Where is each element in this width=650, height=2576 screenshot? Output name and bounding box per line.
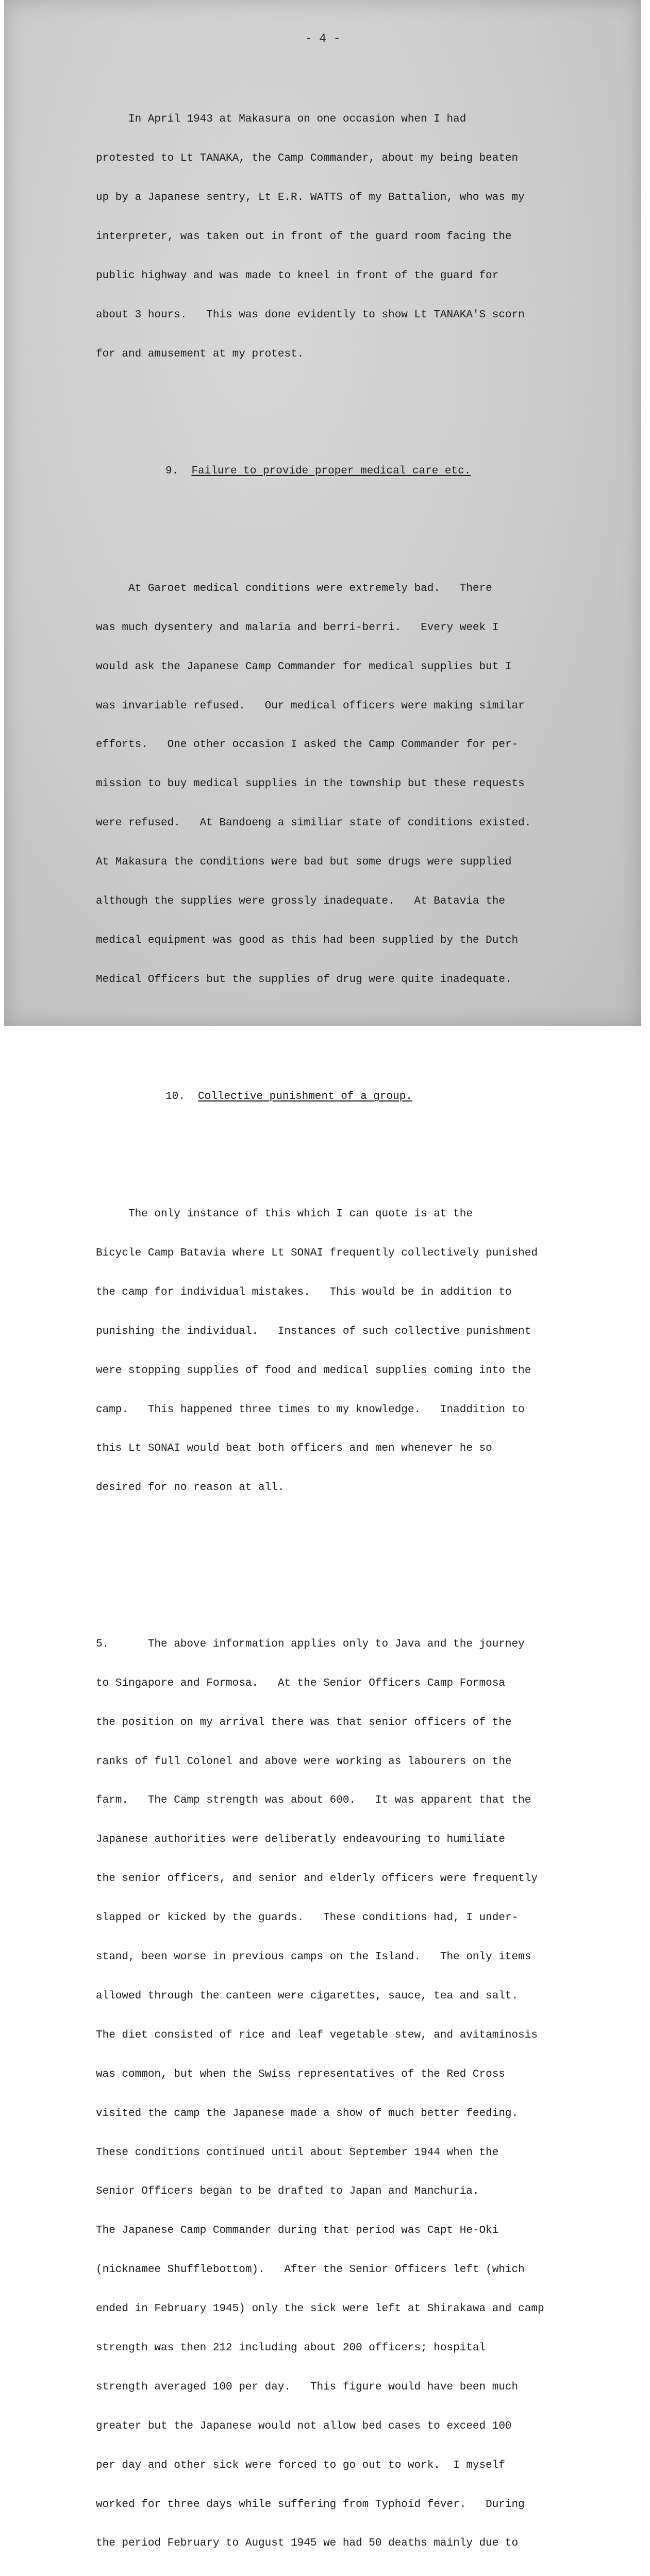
text-line: strength averaged 100 per day. This figure would have been much xyxy=(96,2381,519,2393)
text-line: The Japanese Camp Commander during that period was Capt He-Oki xyxy=(96,2225,499,2237)
text-line: At Garoet medical conditions were extremely bad. There xyxy=(96,582,492,595)
text-line: was invariable refused. Our medical officers were making similar xyxy=(96,700,525,712)
text-line: mission to buy medical supplies in the township but these requests xyxy=(96,778,525,790)
text-line: were stopping supplies of food and medical supplies coming into the xyxy=(96,1364,531,1377)
text-line: punishing the individual. Instances of such collective punishment xyxy=(96,1325,531,1337)
text-line: protested to Lt TANAKA, the Camp Commander, about my being beaten xyxy=(96,152,519,165)
text-line: were refused. At Bandoeng a similiar state of conditions existed. xyxy=(96,817,531,829)
text-line: 5. The above information applies only to Java and the journey xyxy=(96,1638,525,1650)
document-page xyxy=(4,0,641,2550)
text-line: stand, been worse in previous camps on the Island. The only items xyxy=(96,1951,531,1963)
text-line: Medical Officers but the supplies of drug were quite inadequate. xyxy=(96,973,512,986)
text-line: this Lt SONAI would beat both officers and men whenever he so xyxy=(96,1443,492,1455)
text-line: about 3 hours. This was done evidently to show Lt TANAKA'S scorn xyxy=(96,309,525,321)
text-line: ended in February 1945) only the sick were left at Shirakawa and camp xyxy=(96,2303,544,2315)
section-number: 9. xyxy=(165,465,179,478)
text-line: desired for no reason at all. xyxy=(96,1482,285,1494)
text-line: the period February to August 1945 we had 50 deaths mainly due to xyxy=(96,2537,519,2550)
text-line: The diet consisted of rice and leaf vegetable stew, and avitaminosis xyxy=(96,2029,538,2041)
text-line: efforts. One other occasion I asked the Camp Commander for per- xyxy=(96,739,519,751)
text-line: worked for three days while suffering from Typhoid fever. During xyxy=(96,2498,525,2511)
text-line: (nicknamee Shufflebottom). After the Senior Officers left (which xyxy=(96,2264,525,2276)
text-line: These conditions continued until about September 1944 when the xyxy=(96,2146,499,2159)
text-line: At Makasura the conditions were bad but some drugs were supplied xyxy=(96,856,512,869)
text-line: was much dysentery and malaria and berri-berri. Every week I xyxy=(96,621,499,634)
text-line: strength was then 212 including about 200 officers; hospital xyxy=(96,2342,486,2354)
text-line: Japanese authorities were deliberatly endeavouring to humiliate xyxy=(96,1834,505,1846)
text-line: to Singapore and Formosa. At the Senior Officers Camp Formosa xyxy=(96,1677,505,1689)
text-line: for and amusement at my protest. xyxy=(96,348,304,360)
text-line: although the supplies were grossly inadequate. At Batavia the xyxy=(96,895,505,907)
page-number: - 4 - xyxy=(305,32,341,45)
text-line: visited the camp the Japanese made a show of much better feeding. xyxy=(96,2107,519,2120)
text-line: medical equipment was good as this had been supplied by the Dutch xyxy=(96,934,519,946)
text-line: ranks of full Colonel and above were working as labourers on the xyxy=(96,1755,512,1768)
text-line: In April 1943 at Makasura on one occasion when I had xyxy=(96,113,466,126)
text-line: the senior officers, and senior and elderly officers were frequently xyxy=(96,1873,538,1885)
section-10-heading xyxy=(96,1090,642,1103)
text-line: greater but the Japanese would not allow bed cases to exceed 100 xyxy=(96,2420,512,2432)
section-9-paragraph xyxy=(96,556,642,1012)
text-line: allowed through the canteen were cigarettes, sauce, tea and salt. xyxy=(96,1990,519,2002)
section-5-paragraph xyxy=(96,1612,642,2576)
document-body xyxy=(96,61,642,2576)
section-10-paragraph xyxy=(96,1182,642,1521)
section-title: Collective punishment of a group. xyxy=(198,1091,412,1103)
text-line: Senior Officers began to be drafted to Japan and Manchuria. xyxy=(96,2185,479,2198)
text-line: Bicycle Camp Batavia where Lt SONAI frequently collectively punished xyxy=(96,1247,538,1260)
text-line: interpreter, was taken out in front of the guard room facing the xyxy=(96,230,512,243)
text-line: farm. The Camp strength was about 600. It was apparent that the xyxy=(96,1794,531,1807)
text-line: per day and other sick were forced to go out to work. I myself xyxy=(96,2459,505,2471)
text-line: the position on my arrival there was that senior officers of the xyxy=(96,1716,512,1728)
text-line: camp. This happened three times to my knowledge. Inaddition to xyxy=(96,1403,525,1416)
text-line: The only instance of this which I can quote is at the xyxy=(96,1208,473,1221)
text-line: would ask the Japanese Camp Commander for medical supplies but I xyxy=(96,660,512,673)
section-9-heading xyxy=(96,465,642,478)
text-line: the camp for individual mistakes. This would be in addition to xyxy=(96,1286,512,1298)
text-line: slapped or kicked by the guards. These conditions had, I under- xyxy=(96,1912,519,1924)
text-line: was common, but when the Swiss representatives of the Red Cross xyxy=(96,2068,505,2080)
text-line: public highway and was made to kneel in front of the guard for xyxy=(96,269,499,282)
text-line: up by a Japanese sentry, Lt E.R. WATTS of my Battalion, who was my xyxy=(96,191,525,204)
section-title: Failure to provide proper medical care etc. xyxy=(191,465,471,478)
intro-paragraph xyxy=(96,87,642,387)
section-number: 10. xyxy=(165,1091,185,1103)
